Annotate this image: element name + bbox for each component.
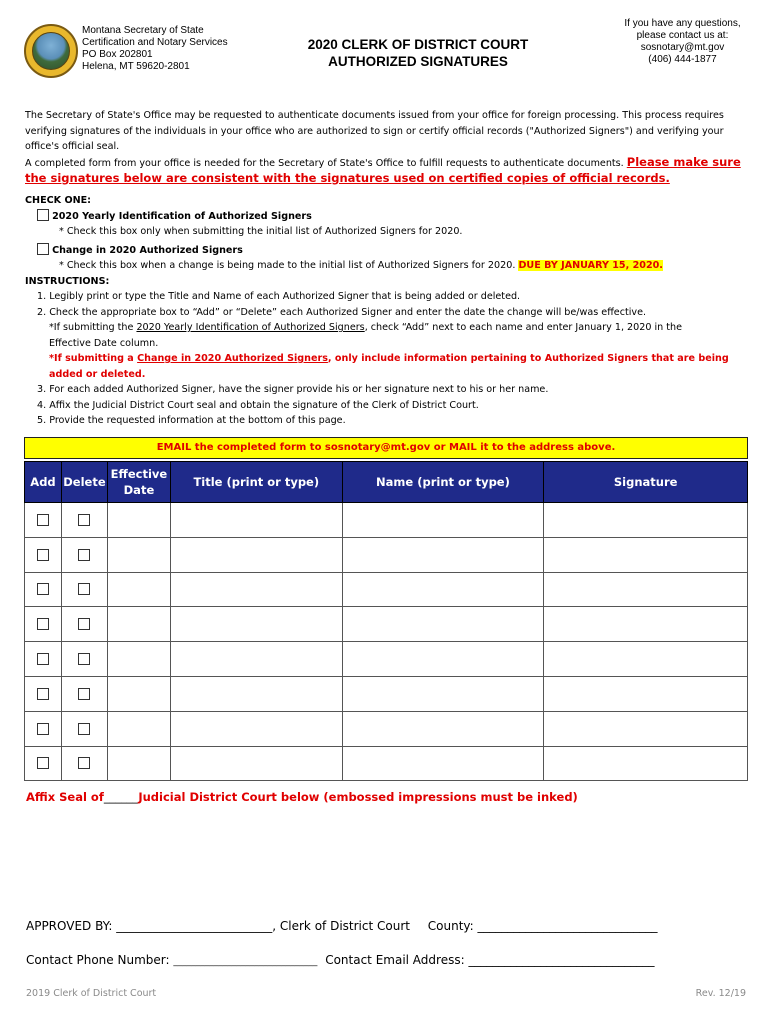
effective-date-cell[interactable] [107, 503, 170, 538]
contact-email-link[interactable]: sosnotary@mt.gov [640, 42, 725, 53]
col-name-header: Name (print or type) [342, 462, 544, 503]
instruction-text: *If submitting a [49, 353, 134, 364]
add-checkbox-cell [25, 746, 62, 781]
intro-text-2: A completed form from your office is needed for the Secretary of State's Office to fulfill requests to authenticate documents. [25, 157, 624, 169]
approved-by-field[interactable]: APPROVED BY: __________________________, Clerk of District Court [26, 919, 410, 933]
add-checkbox[interactable] [37, 688, 49, 700]
check-one-section [25, 193, 750, 429]
add-checkbox[interactable] [37, 549, 49, 561]
table-row [25, 711, 748, 746]
yearly-note: * Check this box only when submitting the initial list of Authorized Signers for 2020. [59, 226, 463, 237]
delete-checkbox-cell [61, 503, 107, 538]
col-effective-label: Effective [110, 467, 168, 481]
signature-cell[interactable] [544, 676, 748, 711]
instruction-2a-line2: Effective Date column. [49, 337, 159, 349]
delete-checkbox[interactable] [78, 688, 90, 700]
instruction-text: *If submitting the [49, 322, 134, 333]
county-field[interactable]: County: ______________________________ [427, 919, 658, 933]
address-line: Helena, MT 59620-2801 [82, 61, 190, 72]
signature-cell[interactable] [544, 537, 748, 572]
delete-checkbox-cell [61, 642, 107, 677]
table-row [25, 503, 748, 538]
delete-checkbox-cell [61, 676, 107, 711]
approved-by-line [26, 919, 658, 933]
instruction-2b [25, 351, 750, 367]
add-checkbox[interactable] [37, 583, 49, 595]
email-field[interactable]: Contact Email Address: _______________________________ [325, 953, 655, 967]
due-date-highlight: DUE BY JANUARY 15, 2020. [518, 260, 663, 271]
instruction-text: , only include information pertaining to Authorized Signers that are being [327, 353, 729, 364]
instruction-5: 5. Provide the requested information at the bottom of this page. [37, 415, 346, 426]
col-delete-header: Delete [61, 462, 107, 503]
signature-cell[interactable] [544, 607, 748, 642]
name-cell[interactable] [342, 537, 544, 572]
signature-cell[interactable] [544, 642, 748, 677]
option-change [25, 243, 750, 259]
change-note-text: * Check this box when a change is being made to the initial list of Authorized Signers for 2020. [59, 260, 516, 271]
delete-checkbox[interactable] [78, 618, 90, 630]
affix-text: Judicial District Court below (embossed impressions must be inked) [138, 790, 578, 804]
intro-text-1: The Secretary of State's Office may be requested to authenticate documents issued from your office for foreign processing. This process requires verifying signatures of the individuals in your office who are authorized to sign or certify official records ("Authorized Signers") and verifying your office's official seal. [25, 110, 724, 152]
instruction-2b-line2: added or deleted. [49, 368, 146, 380]
effective-date-cell[interactable] [107, 711, 170, 746]
table-row [25, 572, 748, 607]
yearly-label: 2020 Yearly Identification of Authorized Signers [52, 210, 312, 222]
col-effective-date-header [107, 462, 170, 503]
form-title [268, 36, 568, 70]
table-row [25, 746, 748, 781]
add-checkbox-cell [25, 503, 62, 538]
footer-left: 2019 Clerk of District Court [26, 988, 157, 999]
phone-field[interactable]: ________________________________ [173, 957, 318, 967]
effective-date-cell[interactable] [107, 746, 170, 781]
signature-cell[interactable] [544, 711, 748, 746]
add-checkbox-cell [25, 607, 62, 642]
name-cell[interactable] [342, 711, 544, 746]
signature-cell[interactable] [544, 572, 748, 607]
add-checkbox-cell [25, 572, 62, 607]
address-line: Montana Secretary of State [82, 25, 204, 36]
instruction-2a [25, 320, 750, 336]
effective-date-cell[interactable] [107, 676, 170, 711]
table-row [25, 676, 748, 711]
table-header-row [25, 462, 748, 503]
instructions-label: INSTRUCTIONS: [25, 275, 110, 287]
title-cell[interactable] [170, 746, 342, 781]
delete-checkbox-cell [61, 711, 107, 746]
title-cell[interactable] [170, 642, 342, 677]
affix-text: Affix Seal of [26, 790, 104, 804]
title-cell[interactable] [170, 676, 342, 711]
add-checkbox[interactable] [37, 514, 49, 526]
change-label: Change in 2020 Authorized Signers [52, 244, 243, 256]
phone-label: Contact Phone Number: [26, 953, 170, 967]
instruction-emphasis: Change in 2020 Authorized Signers [137, 353, 328, 364]
add-checkbox-cell [25, 676, 62, 711]
delete-checkbox[interactable] [78, 757, 90, 769]
change-checkbox[interactable] [37, 243, 49, 255]
title-cell[interactable] [170, 711, 342, 746]
form-title-line2: AUTHORIZED SIGNATURES [328, 54, 508, 69]
name-cell[interactable] [342, 746, 544, 781]
name-cell[interactable] [342, 676, 544, 711]
delete-checkbox[interactable] [78, 549, 90, 561]
name-cell[interactable] [342, 572, 544, 607]
delete-checkbox[interactable] [78, 723, 90, 735]
signature-cell[interactable] [544, 746, 748, 781]
table-body [25, 503, 748, 781]
contact-info [600, 18, 765, 66]
office-address [82, 25, 228, 73]
name-cell[interactable] [342, 642, 544, 677]
effective-date-cell[interactable] [107, 607, 170, 642]
district-blank-field[interactable]: ______ [103, 790, 139, 804]
effective-date-cell[interactable] [107, 572, 170, 607]
add-checkbox[interactable] [37, 757, 49, 769]
name-cell[interactable] [342, 503, 544, 538]
instruction-1: 1. Legibly print or type the Title and Name of each Authorized Signer that is being added or deleted. [37, 291, 521, 302]
col-signature-header: Signature [544, 462, 748, 503]
add-checkbox-cell [25, 642, 62, 677]
instruction-emphasis: 2020 Yearly Identification of Authorized Signers [136, 322, 365, 333]
check-one-label: CHECK ONE: [25, 195, 92, 206]
delete-checkbox[interactable] [78, 514, 90, 526]
email-instruction-banner: EMAIL the completed form to sosnotary@mt.gov or MAIL it to the address above. [24, 437, 748, 459]
delete-checkbox-cell [61, 607, 107, 642]
contact-line: If you have any questions, [624, 18, 741, 29]
title-cell[interactable] [170, 537, 342, 572]
montana-seal-logo [24, 24, 78, 78]
signature-cell[interactable] [544, 503, 748, 538]
add-checkbox-cell [25, 711, 62, 746]
delete-checkbox[interactable] [78, 653, 90, 665]
contact-line: please contact us at: [636, 30, 729, 41]
instruction-text: , check “Add” next to each name and enter January 1, 2020 in the [364, 322, 683, 333]
col-date-label: Date [123, 483, 155, 497]
delete-checkbox[interactable] [78, 583, 90, 595]
option-yearly [25, 209, 750, 225]
title-cell[interactable] [170, 503, 342, 538]
title-cell[interactable] [170, 607, 342, 642]
contact-line-row [26, 953, 654, 967]
delete-checkbox-cell [61, 746, 107, 781]
effective-date-cell[interactable] [107, 642, 170, 677]
yearly-checkbox[interactable] [37, 209, 49, 221]
intro-warning: Please make sure the signatures below are consistent with the signatures used on certified copies of official records. [25, 154, 741, 185]
table-row [25, 537, 748, 572]
instruction-3: 3. For each added Authorized Signer, have the signer provide his or her signature next to his or her name. [37, 384, 549, 395]
footer-revision: Rev. 12/19 [695, 988, 746, 999]
form-title-line1: 2020 CLERK OF DISTRICT COURT [307, 37, 529, 52]
intro-paragraph [25, 108, 750, 188]
col-title-header: Title (print or type) [170, 462, 342, 503]
add-checkbox-cell [25, 537, 62, 572]
address-line: PO Box 202801 [82, 49, 153, 60]
authorized-signers-table [24, 461, 748, 781]
instruction-2: 2. Check the appropriate box to “Add” or “Delete” each Authorized Signer and enter the date the change will be/was effective. [37, 306, 647, 318]
affix-seal-instruction [26, 790, 578, 804]
effective-date-cell[interactable] [107, 537, 170, 572]
delete-checkbox-cell [61, 572, 107, 607]
instruction-4: 4. Affix the Judicial District Court seal and obtain the signature of the Clerk of District Court. [37, 399, 479, 411]
table-row [25, 607, 748, 642]
add-checkbox[interactable] [37, 723, 49, 735]
name-cell[interactable] [342, 607, 544, 642]
table-row [25, 642, 748, 677]
add-checkbox[interactable] [37, 653, 49, 665]
contact-phone: (406) 444-1877 [648, 54, 717, 65]
col-add-header: Add [25, 462, 62, 503]
delete-checkbox-cell [61, 537, 107, 572]
address-line: Certification and Notary Services [82, 37, 228, 48]
add-checkbox[interactable] [37, 618, 49, 630]
change-note [25, 258, 750, 274]
title-cell[interactable] [170, 572, 342, 607]
